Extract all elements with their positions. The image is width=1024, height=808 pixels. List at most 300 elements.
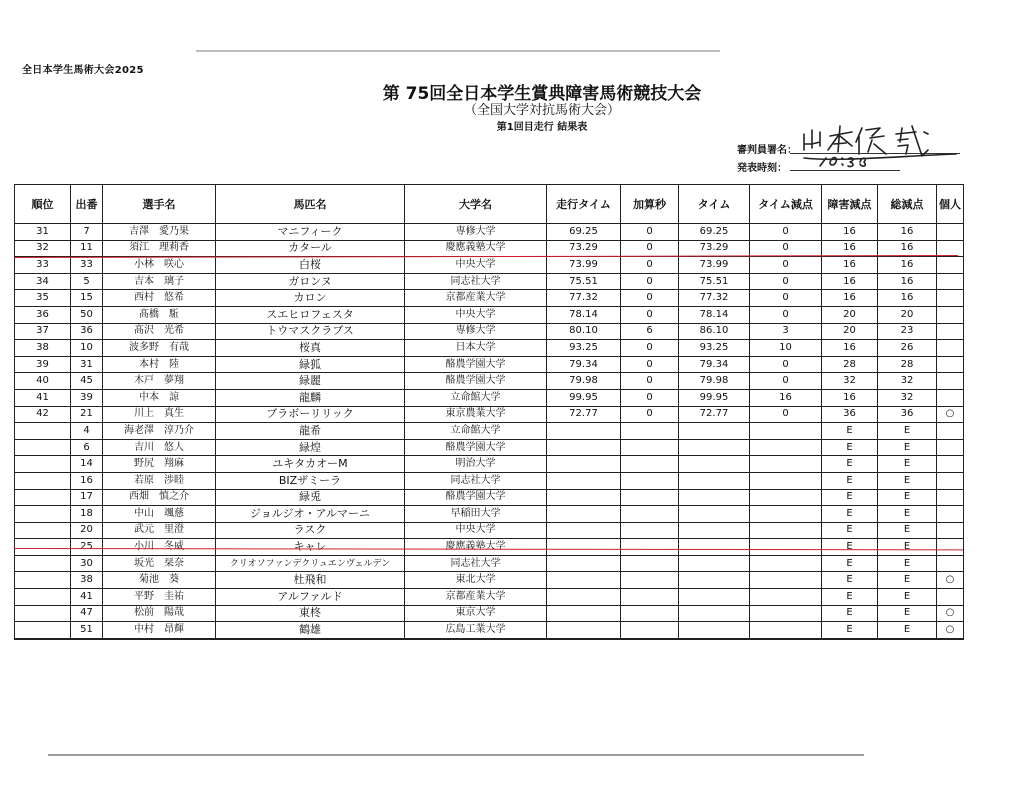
cell-university: 立命館大学 — [405, 389, 547, 406]
cell-start-order: 5 — [71, 273, 103, 290]
cell-time-penalty — [750, 456, 822, 473]
cell-university: 中央大学 — [405, 306, 547, 323]
cell-individual — [937, 522, 964, 539]
cell-time: 93.25 — [679, 340, 750, 357]
cell-rank — [15, 522, 71, 539]
cell-added-seconds — [621, 489, 679, 506]
cell-time-penalty — [750, 539, 822, 556]
cell-university: 同志社大学 — [405, 472, 547, 489]
cell-university: 同志社大学 — [405, 555, 547, 572]
cell-added-seconds — [621, 456, 679, 473]
cell-total-penalty: 16 — [878, 257, 937, 274]
cell-horse: 桜真 — [216, 340, 405, 357]
cell-rider: 西畑 慎之介 — [103, 489, 216, 506]
cell-start-order: 41 — [71, 589, 103, 606]
cell-rider: 野尻 翔麻 — [103, 456, 216, 473]
cell-university: 東京農業大学 — [405, 406, 547, 423]
cell-start-order: 11 — [71, 240, 103, 257]
cell-start-order: 20 — [71, 522, 103, 539]
cell-time: 99.95 — [679, 389, 750, 406]
cell-individual — [937, 589, 964, 606]
cell-run-time: 69.25 — [547, 224, 621, 241]
cell-time-penalty — [750, 489, 822, 506]
cell-horse: BIZザミーラ — [216, 472, 405, 489]
table-row — [15, 389, 964, 406]
cell-time — [679, 489, 750, 506]
cell-added-seconds — [621, 572, 679, 589]
cell-time-penalty: 3 — [750, 323, 822, 340]
cell-rider: 髙橋 駈 — [103, 306, 216, 323]
cell-obstacle-penalty: E — [822, 439, 878, 456]
cell-start-order: 33 — [71, 257, 103, 274]
table-row — [15, 406, 964, 423]
cell-run-time: 79.98 — [547, 373, 621, 390]
cell-rider: 武元 里澄 — [103, 522, 216, 539]
cell-time: 78.14 — [679, 306, 750, 323]
cell-start-order: 18 — [71, 506, 103, 523]
cell-added-seconds: 0 — [621, 389, 679, 406]
cell-horse: ジョルジオ・アルマーニ — [216, 506, 405, 523]
cell-run-time: 73.29 — [547, 240, 621, 257]
cell-university: 早稲田大学 — [405, 506, 547, 523]
cell-individual — [937, 539, 964, 556]
cell-horse: 緑煌 — [216, 439, 405, 456]
organization-label: 全日本学生馬術大会2025 — [22, 65, 144, 76]
cell-rank — [15, 622, 71, 639]
cell-individual — [937, 340, 964, 357]
cell-time — [679, 555, 750, 572]
cell-time — [679, 439, 750, 456]
cell-total-penalty: 28 — [878, 356, 937, 373]
table-row — [15, 456, 964, 473]
cell-obstacle-penalty: E — [822, 572, 878, 589]
cell-total-penalty: E — [878, 423, 937, 440]
top-rule — [196, 50, 720, 52]
cell-rider: 中山 颯慈 — [103, 506, 216, 523]
table-row — [15, 472, 964, 489]
cell-added-seconds: 6 — [621, 323, 679, 340]
cell-added-seconds: 0 — [621, 340, 679, 357]
cell-time: 73.99 — [679, 257, 750, 274]
cell-obstacle-penalty: 16 — [822, 240, 878, 257]
table-row — [15, 273, 964, 290]
cell-run-time: 75.51 — [547, 273, 621, 290]
cell-university: 慶應義塾大学 — [405, 240, 547, 257]
header-time-penalty: タイム減点 — [750, 185, 822, 224]
cell-added-seconds — [621, 522, 679, 539]
cell-run-time — [547, 555, 621, 572]
cell-time-penalty: 16 — [750, 389, 822, 406]
cell-individual — [937, 423, 964, 440]
cell-rider: 若原 渉睦 — [103, 472, 216, 489]
cell-rider: 波多野 有哉 — [103, 340, 216, 357]
cell-time: 69.25 — [679, 224, 750, 241]
cell-run-time — [547, 622, 621, 639]
cell-run-time — [547, 489, 621, 506]
cell-university: 酪農学園大学 — [405, 356, 547, 373]
table-row — [15, 539, 964, 556]
cell-horse: アルファルド — [216, 589, 405, 606]
cell-total-penalty: E — [878, 522, 937, 539]
cell-start-order: 30 — [71, 555, 103, 572]
cell-time-penalty: 0 — [750, 240, 822, 257]
cell-total-penalty: 36 — [878, 406, 937, 423]
cell-rider: 海老澤 淳乃介 — [103, 423, 216, 440]
table-row — [15, 622, 964, 639]
announce-time-label: 発表時刻： — [737, 163, 787, 174]
table-row — [15, 439, 964, 456]
cell-university: 慶應義塾大学 — [405, 539, 547, 556]
cell-time-penalty — [750, 589, 822, 606]
cell-rank: 38 — [15, 340, 71, 357]
cell-time-penalty: 0 — [750, 373, 822, 390]
cell-horse: マニフィーク — [216, 224, 405, 241]
table-row — [15, 323, 964, 340]
cell-time-penalty: 0 — [750, 273, 822, 290]
cell-rider: 松前 陽哉 — [103, 605, 216, 622]
cell-rider: 木戸 夢翔 — [103, 373, 216, 390]
cell-run-time: 79.34 — [547, 356, 621, 373]
cell-time-penalty — [750, 522, 822, 539]
cell-obstacle-penalty: E — [822, 522, 878, 539]
cell-time — [679, 539, 750, 556]
table-row — [15, 589, 964, 606]
header-total-penalty: 総減点 — [878, 185, 937, 224]
cell-horse: 緑狐 — [216, 356, 405, 373]
cell-time — [679, 605, 750, 622]
cell-individual — [937, 389, 964, 406]
cell-time-penalty: 0 — [750, 306, 822, 323]
cell-total-penalty: 32 — [878, 373, 937, 390]
cell-obstacle-penalty: 20 — [822, 306, 878, 323]
header-time: タイム — [679, 185, 750, 224]
cell-obstacle-penalty: E — [822, 489, 878, 506]
table-row — [15, 240, 964, 257]
cell-time: 86.10 — [679, 323, 750, 340]
cell-rank — [15, 456, 71, 473]
cell-horse: 龍希 — [216, 423, 405, 440]
cell-run-time — [547, 439, 621, 456]
cell-added-seconds — [621, 622, 679, 639]
cell-university: 日本大学 — [405, 340, 547, 357]
cell-total-penalty: 26 — [878, 340, 937, 357]
cell-obstacle-penalty: 20 — [822, 323, 878, 340]
cell-obstacle-penalty: E — [822, 423, 878, 440]
cell-obstacle-penalty: 16 — [822, 389, 878, 406]
cell-rank: 37 — [15, 323, 71, 340]
cell-time-penalty: 0 — [750, 406, 822, 423]
cell-obstacle-penalty: E — [822, 589, 878, 606]
cell-time: 73.29 — [679, 240, 750, 257]
table-row — [15, 356, 964, 373]
cell-run-time — [547, 423, 621, 440]
table-row — [15, 423, 964, 440]
cell-rider: 髙沢 光希 — [103, 323, 216, 340]
cell-rank — [15, 472, 71, 489]
table-row — [15, 290, 964, 307]
cell-obstacle-penalty: 16 — [822, 273, 878, 290]
table-row — [15, 605, 964, 622]
cell-total-penalty: E — [878, 589, 937, 606]
cell-horse: 東柊 — [216, 605, 405, 622]
cell-rider: 平野 圭祐 — [103, 589, 216, 606]
cell-obstacle-penalty: 36 — [822, 406, 878, 423]
cell-total-penalty: 16 — [878, 290, 937, 307]
cell-individual — [937, 439, 964, 456]
cell-total-penalty: 16 — [878, 273, 937, 290]
cell-university: 酪農学園大学 — [405, 489, 547, 506]
cell-start-order: 21 — [71, 406, 103, 423]
cell-individual — [937, 456, 964, 473]
cell-horse: スエヒロフェスタ — [216, 306, 405, 323]
cell-added-seconds — [621, 439, 679, 456]
cell-total-penalty: E — [878, 605, 937, 622]
cell-total-penalty: E — [878, 622, 937, 639]
cell-obstacle-penalty: 28 — [822, 356, 878, 373]
cell-time-penalty — [750, 506, 822, 523]
cell-total-penalty: E — [878, 539, 937, 556]
cell-time: 77.32 — [679, 290, 750, 307]
cell-run-time: 99.95 — [547, 389, 621, 406]
cell-run-time — [547, 605, 621, 622]
cell-rank: 41 — [15, 389, 71, 406]
header-start-order: 出番 — [71, 185, 103, 224]
cell-start-order: 7 — [71, 224, 103, 241]
table-row — [15, 555, 964, 572]
cell-rank — [15, 439, 71, 456]
cell-rank: 42 — [15, 406, 71, 423]
header-rank: 順位 — [15, 185, 71, 224]
cell-time-penalty: 0 — [750, 356, 822, 373]
table-row — [15, 340, 964, 357]
cell-individual — [937, 273, 964, 290]
cell-horse: ラスク — [216, 522, 405, 539]
cell-individual — [937, 356, 964, 373]
cell-individual: ○ — [937, 406, 964, 423]
cell-individual — [937, 373, 964, 390]
cell-time-penalty: 0 — [750, 224, 822, 241]
cell-run-time — [547, 472, 621, 489]
cell-rider: 吉澤 愛乃果 — [103, 224, 216, 241]
cell-total-penalty: E — [878, 489, 937, 506]
cell-start-order: 50 — [71, 306, 103, 323]
cell-obstacle-penalty: 32 — [822, 373, 878, 390]
cell-horse: ユキタカオーM — [216, 456, 405, 473]
cell-horse: ガロンヌ — [216, 273, 405, 290]
cell-university: 京都産業大学 — [405, 589, 547, 606]
cell-horse: クリオソファンデクリュエンヴェルデン — [216, 555, 405, 572]
cell-individual — [937, 489, 964, 506]
cell-rider: 小川 冬威 — [103, 539, 216, 556]
cell-run-time: 78.14 — [547, 306, 621, 323]
cell-added-seconds: 0 — [621, 306, 679, 323]
cell-total-penalty: E — [878, 439, 937, 456]
cell-horse: ブラボーリリック — [216, 406, 405, 423]
cell-added-seconds: 0 — [621, 290, 679, 307]
cell-added-seconds: 0 — [621, 224, 679, 241]
cell-university: 同志社大学 — [405, 273, 547, 290]
document-title: 第 75回全日本学生賞典障害馬術競技大会 — [382, 84, 702, 104]
cell-university: 中央大学 — [405, 257, 547, 274]
cell-rank — [15, 605, 71, 622]
cell-start-order: 6 — [71, 439, 103, 456]
cell-rider: 小林 咲心 — [103, 257, 216, 274]
cell-added-seconds: 0 — [621, 257, 679, 274]
cell-time-penalty: 0 — [750, 257, 822, 274]
header-added-seconds: 加算秒 — [621, 185, 679, 224]
cell-time-penalty: 0 — [750, 290, 822, 307]
cell-start-order: 51 — [71, 622, 103, 639]
cell-added-seconds — [621, 605, 679, 622]
cell-added-seconds: 0 — [621, 240, 679, 257]
cell-university: 東北大学 — [405, 572, 547, 589]
cell-individual: ○ — [937, 622, 964, 639]
cell-rider: 川上 真生 — [103, 406, 216, 423]
cell-rank: 35 — [15, 290, 71, 307]
cell-run-time: 72.77 — [547, 406, 621, 423]
cell-university: 酪農学園大学 — [405, 439, 547, 456]
cell-obstacle-penalty: E — [822, 605, 878, 622]
cell-start-order: 4 — [71, 423, 103, 440]
cell-obstacle-penalty: E — [822, 622, 878, 639]
cell-run-time — [547, 539, 621, 556]
cell-time — [679, 423, 750, 440]
cell-individual — [937, 555, 964, 572]
cell-start-order: 16 — [71, 472, 103, 489]
cell-rider: 須江 理莉香 — [103, 240, 216, 257]
cell-added-seconds — [621, 423, 679, 440]
cell-obstacle-penalty: 16 — [822, 340, 878, 357]
cell-total-penalty: E — [878, 456, 937, 473]
cell-added-seconds — [621, 539, 679, 556]
cell-individual — [937, 323, 964, 340]
table-row — [15, 522, 964, 539]
cell-time-penalty — [750, 572, 822, 589]
cell-time — [679, 522, 750, 539]
cell-time-penalty — [750, 605, 822, 622]
cell-start-order: 15 — [71, 290, 103, 307]
cell-start-order: 17 — [71, 489, 103, 506]
table-row — [15, 506, 964, 523]
cell-obstacle-penalty: E — [822, 506, 878, 523]
cell-start-order: 31 — [71, 356, 103, 373]
cell-rank — [15, 589, 71, 606]
cell-university: 東京大学 — [405, 605, 547, 622]
table-row — [15, 373, 964, 390]
cell-time — [679, 472, 750, 489]
cell-added-seconds — [621, 506, 679, 523]
cell-rank: 31 — [15, 224, 71, 241]
cell-start-order: 36 — [71, 323, 103, 340]
cell-horse: 白桜 — [216, 257, 405, 274]
cell-individual: ○ — [937, 605, 964, 622]
cell-start-order: 47 — [71, 605, 103, 622]
cell-start-order: 39 — [71, 389, 103, 406]
cell-university: 専修大学 — [405, 323, 547, 340]
cell-rider: 西村 悠希 — [103, 290, 216, 307]
cell-horse: カタール — [216, 240, 405, 257]
cell-start-order: 45 — [71, 373, 103, 390]
cell-time — [679, 589, 750, 606]
cell-total-penalty: E — [878, 506, 937, 523]
cell-added-seconds: 0 — [621, 406, 679, 423]
cell-individual — [937, 224, 964, 241]
cell-university: 立命館大学 — [405, 423, 547, 440]
handwritten-signature — [800, 122, 960, 170]
cell-individual: ○ — [937, 572, 964, 589]
cell-time-penalty — [750, 423, 822, 440]
cell-rider: 菊池 葵 — [103, 572, 216, 589]
cell-added-seconds: 0 — [621, 356, 679, 373]
table-row — [15, 489, 964, 506]
cell-horse: 緑兎 — [216, 489, 405, 506]
results-caption: 第1回目走行 結果表 — [496, 122, 588, 133]
cell-rank: 36 — [15, 306, 71, 323]
cell-obstacle-penalty: 16 — [822, 224, 878, 241]
cell-individual — [937, 472, 964, 489]
cell-time-penalty: 10 — [750, 340, 822, 357]
cell-obstacle-penalty: E — [822, 472, 878, 489]
judge-signature-label: 審判員署名： — [737, 145, 797, 156]
cell-rider: 中本 諒 — [103, 389, 216, 406]
cell-rider: 吉川 悠人 — [103, 439, 216, 456]
cell-total-penalty: E — [878, 555, 937, 572]
cell-rank — [15, 572, 71, 589]
cell-run-time — [547, 589, 621, 606]
header-individual: 個人 — [937, 185, 964, 224]
cell-rider: 中村 昂輝 — [103, 622, 216, 639]
cell-time: 79.34 — [679, 356, 750, 373]
cell-rank: 39 — [15, 356, 71, 373]
table-header-row — [15, 185, 964, 224]
cell-run-time — [547, 572, 621, 589]
cell-horse: 杜飛和 — [216, 572, 405, 589]
cell-time-penalty — [750, 472, 822, 489]
cell-rank — [15, 506, 71, 523]
cell-horse: カロン — [216, 290, 405, 307]
bottom-rule — [48, 754, 864, 756]
cell-start-order: 10 — [71, 340, 103, 357]
cell-total-penalty: 23 — [878, 323, 937, 340]
cell-run-time — [547, 456, 621, 473]
cell-rank — [15, 489, 71, 506]
header-run-time: 走行タイム — [547, 185, 621, 224]
cell-run-time: 80.10 — [547, 323, 621, 340]
table-row — [15, 224, 964, 241]
header-rider: 選手名 — [103, 185, 216, 224]
cell-rider: 吉本 璃子 — [103, 273, 216, 290]
cell-individual — [937, 506, 964, 523]
cell-time — [679, 572, 750, 589]
cell-obstacle-penalty: 16 — [822, 257, 878, 274]
header-university: 大学名 — [405, 185, 547, 224]
cell-obstacle-penalty: 16 — [822, 290, 878, 307]
table-row — [15, 572, 964, 589]
cell-horse: 龍麟 — [216, 389, 405, 406]
cell-time-penalty — [750, 555, 822, 572]
cell-university: 明治大学 — [405, 456, 547, 473]
cell-rank: 40 — [15, 373, 71, 390]
cell-university: 酪農学園大学 — [405, 373, 547, 390]
time-line — [790, 170, 900, 171]
cell-university: 専修大学 — [405, 224, 547, 241]
cell-total-penalty: 32 — [878, 389, 937, 406]
cell-start-order: 25 — [71, 539, 103, 556]
cell-rank: 32 — [15, 240, 71, 257]
cell-horse: 緑麗 — [216, 373, 405, 390]
cell-obstacle-penalty: E — [822, 456, 878, 473]
cell-run-time: 77.32 — [547, 290, 621, 307]
